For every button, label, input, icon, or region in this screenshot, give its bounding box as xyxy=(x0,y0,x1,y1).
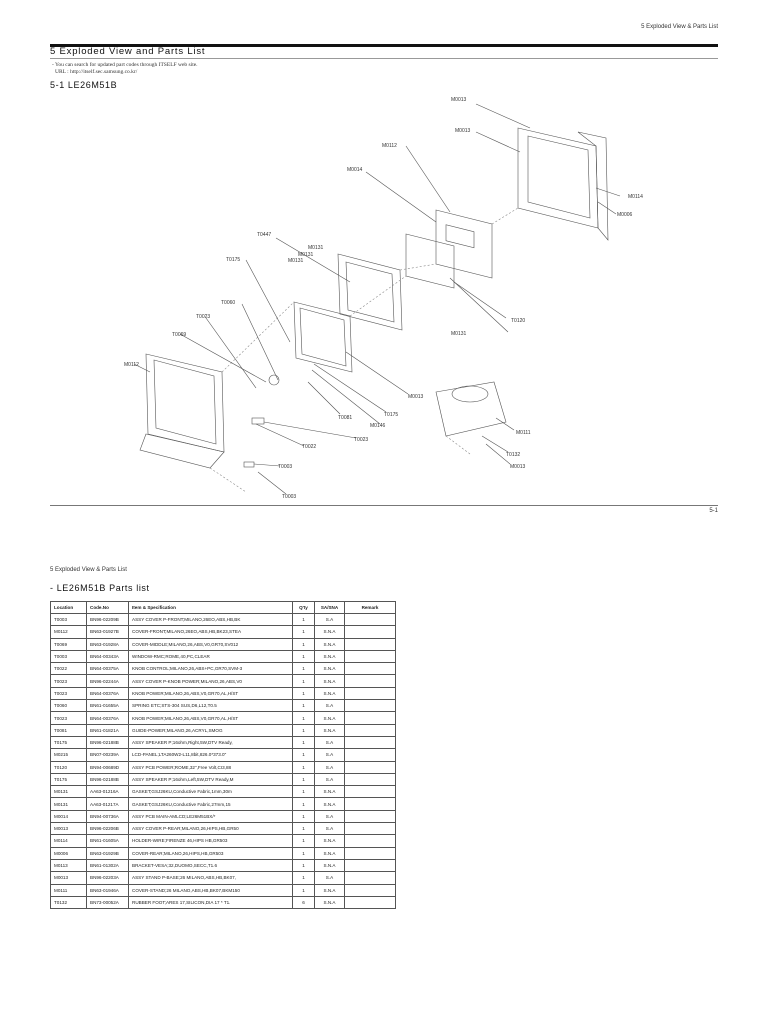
cell-location: T0069 xyxy=(51,638,87,650)
cell-qty: 1 xyxy=(293,798,315,810)
callout-label: M0146 xyxy=(370,423,386,429)
cell-location: T0060 xyxy=(51,700,87,712)
table-row xyxy=(51,823,396,835)
callout-label: T0081 xyxy=(338,415,353,421)
cell-item: COVER-REAR;MILANO,26,HIPS,HB,GR503 xyxy=(129,847,293,859)
cell-code: BN96-02188B xyxy=(87,773,129,785)
cell-item: ASSY PCB POWER;ROME,32",Free Volt,CI3,88 xyxy=(129,761,293,773)
cell-item: ASSY COVER P-KNOB POWER;MILANO,26,ABS,V0 xyxy=(129,675,293,687)
callout-label: T0003 xyxy=(282,494,297,500)
cell-item: LCD-PANEL;LTA260W2-L11,8bit,826.0*373.0" xyxy=(129,749,293,761)
cell-code: BN96-02203A xyxy=(87,872,129,884)
table-row xyxy=(51,773,396,785)
callout-label: T0069 xyxy=(172,332,187,338)
table-row xyxy=(51,810,396,822)
cell-remark xyxy=(345,835,396,847)
cell-location: T0003 xyxy=(51,614,87,626)
column-header: Item & Specification xyxy=(129,602,293,614)
cell-qty: 1 xyxy=(293,626,315,638)
cell-remark xyxy=(345,736,396,748)
cell-item: ASSY SPEAKER P;16ohm,Right,5W,DTV Ready, xyxy=(129,736,293,748)
cell-item: BRACKET-VESA;32,DUOMO,SECC,T1.6 xyxy=(129,859,293,871)
table-row xyxy=(51,712,396,724)
main-pcb-shape xyxy=(436,210,492,278)
callout-label: M0014 xyxy=(347,167,363,173)
callout-label: M0013 xyxy=(455,128,471,134)
cell-item: GUIDE-POWER;MILANO,26,ACRYL,SMOG xyxy=(129,724,293,736)
cell-qty: 1 xyxy=(293,700,315,712)
cell-location: T0175 xyxy=(51,736,87,748)
cell-location: T0003 xyxy=(51,650,87,662)
table-row xyxy=(51,736,396,748)
callout-label: M0013 xyxy=(451,97,467,103)
cell-qty: 1 xyxy=(293,773,315,785)
callout-label: M0006 xyxy=(617,212,633,218)
cell-code: BN96-02209B xyxy=(87,614,129,626)
cell-item: ASSY COVER P-FRONT;MILANO,26EO,ABS,HB,BK xyxy=(129,614,293,626)
note-url: URL : http://itself.sec.samsung.co.kr/ xyxy=(55,69,138,75)
cell-code: BN63-01927B xyxy=(87,626,129,638)
cell-item: WINDOW-RMC;ROME,40,PC,CLEAR xyxy=(129,650,293,662)
cell-location: T0081 xyxy=(51,724,87,736)
callout-label: M0114 xyxy=(628,194,643,200)
cell-item: HOLDER-WIRE;FIRENZE 46,HIPS HB,GR503 xyxy=(129,835,293,847)
cell-remark xyxy=(345,896,396,908)
callout-label: T0022 xyxy=(302,444,317,450)
cell-code: BN73-00052A xyxy=(87,896,129,908)
cell-code: BN94-00689D xyxy=(87,761,129,773)
cell-remark xyxy=(345,614,396,626)
cell-remark xyxy=(345,700,396,712)
cell-item: GASKET;GSJ26KU,Conductive Fabric,27mm,15 xyxy=(129,798,293,810)
table-row xyxy=(51,872,396,884)
cell-sa: S.A xyxy=(315,700,345,712)
table-row xyxy=(51,663,396,675)
cell-location: T0023 xyxy=(51,675,87,687)
cell-remark xyxy=(345,773,396,785)
cell-sa: S.N.A xyxy=(315,835,345,847)
page2-header: 5 Exploded View & Parts List xyxy=(50,567,127,573)
cell-sa: S.N.A xyxy=(315,650,345,662)
cell-location: M0215 xyxy=(51,749,87,761)
cell-location: T0023 xyxy=(51,687,87,699)
column-header: Q'ty xyxy=(293,602,315,614)
cell-remark xyxy=(345,650,396,662)
cell-qty: 1 xyxy=(293,650,315,662)
cell-qty: 1 xyxy=(293,847,315,859)
table-row xyxy=(51,761,396,773)
cell-remark xyxy=(345,712,396,724)
cell-sa: S.N.A xyxy=(315,798,345,810)
cell-qty: 6 xyxy=(293,896,315,908)
cell-location: M0013 xyxy=(51,823,87,835)
cell-remark xyxy=(345,749,396,761)
cell-sa: S.N.A xyxy=(315,626,345,638)
callout-label: M0131 xyxy=(308,245,324,251)
table-row xyxy=(51,749,396,761)
parts-list-title: - LE26M51B Parts list xyxy=(50,583,150,593)
section-title: 5 Exploded View and Parts List xyxy=(50,46,206,57)
power-pcb-shape xyxy=(406,234,454,288)
cell-code: BN63-01929B xyxy=(87,847,129,859)
cell-location: T0022 xyxy=(51,663,87,675)
cell-qty: 1 xyxy=(293,786,315,798)
cell-sa: S.N.A xyxy=(315,687,345,699)
cell-location: M0112 xyxy=(51,626,87,638)
cell-remark xyxy=(345,884,396,896)
cell-location: M0014 xyxy=(51,810,87,822)
note-search: - You can search for updated part codes through ITSELF web site. xyxy=(52,62,198,68)
table-row xyxy=(51,700,396,712)
cell-location: M0131 xyxy=(51,798,87,810)
cell-location: T0023 xyxy=(51,712,87,724)
cell-qty: 1 xyxy=(293,614,315,626)
cell-code: BN96-02206B xyxy=(87,823,129,835)
cell-location: M0013 xyxy=(51,872,87,884)
callout-label: M0112 xyxy=(124,362,139,368)
callout-label: T0023 xyxy=(196,314,211,320)
table-row xyxy=(51,614,396,626)
cell-remark xyxy=(345,663,396,675)
table-row xyxy=(51,847,396,859)
cell-code: BN64-00343A xyxy=(87,650,129,662)
cell-sa: S.N.A xyxy=(315,724,345,736)
cell-sa: S.A xyxy=(315,773,345,785)
cell-location: T0175 xyxy=(51,773,87,785)
cell-remark xyxy=(345,687,396,699)
cell-code: BN07-00239A xyxy=(87,749,129,761)
table-row xyxy=(51,626,396,638)
cell-code: BN96-02188B xyxy=(87,736,129,748)
table-row xyxy=(51,896,396,908)
cell-code: BN61-01655A xyxy=(87,700,129,712)
cell-sa: S.A xyxy=(315,872,345,884)
callout-label: T0003 xyxy=(278,464,293,470)
page-rule xyxy=(50,505,718,506)
page-number: 5-1 xyxy=(709,508,718,514)
cell-sa: S.A xyxy=(315,823,345,835)
cell-qty: 1 xyxy=(293,810,315,822)
cell-location: M0114 xyxy=(51,835,87,847)
callout-label: T0060 xyxy=(221,300,236,306)
cell-sa: S.A xyxy=(315,736,345,748)
running-header: 5 Exploded View & Parts List xyxy=(641,24,718,30)
cell-item: COVER-STAND;26 MILANO,ABS,HB,BK07,BKM150 xyxy=(129,884,293,896)
cell-qty: 1 xyxy=(293,823,315,835)
cell-code: BN63-01928A xyxy=(87,638,129,650)
cell-item: COVER-MIDDLE;MILANO,26,ABS,V0,GR70,SV012 xyxy=(129,638,293,650)
cell-sa: S.N.A xyxy=(315,847,345,859)
cell-remark xyxy=(345,798,396,810)
callout-label: M0131 xyxy=(451,331,467,337)
cell-location: M0111 xyxy=(51,884,87,896)
cell-location: T0132 xyxy=(51,896,87,908)
cell-qty: 1 xyxy=(293,872,315,884)
cell-item: ASSY STAND P-BASE;26 MILANO,ABS,HB,BK07, xyxy=(129,872,293,884)
column-header: Location xyxy=(51,602,87,614)
column-header: SA/SNA xyxy=(315,602,345,614)
table-row xyxy=(51,650,396,662)
cell-sa: S.A xyxy=(315,614,345,626)
cell-remark xyxy=(345,761,396,773)
frame-shape xyxy=(338,254,402,330)
callout-label: T0120 xyxy=(511,318,526,324)
callout-label: T0132 xyxy=(506,452,521,458)
cell-remark xyxy=(345,626,396,638)
callout-label: M0013 xyxy=(510,464,526,470)
model-title: 5-1 LE26M51B xyxy=(50,80,118,90)
cell-sa: S.A xyxy=(315,749,345,761)
cell-remark xyxy=(345,872,396,884)
lcd-panel-shape xyxy=(294,302,352,372)
callout-label: M0131 xyxy=(298,252,314,258)
cell-qty: 1 xyxy=(293,749,315,761)
callout-label: M0131 xyxy=(288,258,304,264)
exploded-view-diagram xyxy=(50,92,718,504)
cell-location: M0131 xyxy=(51,786,87,798)
exploded-view-svg xyxy=(50,92,718,504)
table-header-row xyxy=(51,602,396,614)
table-row xyxy=(51,638,396,650)
table-row xyxy=(51,724,396,736)
cell-code: AA63-01217A xyxy=(87,798,129,810)
cell-code: BN61-01302A xyxy=(87,859,129,871)
callout-label: T0447 xyxy=(257,232,272,238)
cell-location: M0113 xyxy=(51,859,87,871)
cell-remark xyxy=(345,859,396,871)
parts-table xyxy=(50,601,396,909)
callout-label: M0013 xyxy=(408,394,424,400)
table-row xyxy=(51,835,396,847)
cell-code: BN64-00375A xyxy=(87,663,129,675)
cell-item: ASSY PCB MAIN-AMLCD;LE26M51BX/* xyxy=(129,810,293,822)
cell-sa: S.N.A xyxy=(315,638,345,650)
cell-code: BN96-02244A xyxy=(87,675,129,687)
cell-qty: 1 xyxy=(293,859,315,871)
cell-sa: S.N.A xyxy=(315,663,345,675)
cell-item: ASSY SPEAKER P;16ohm,Left,5W,DTV Ready,M xyxy=(129,773,293,785)
cell-item: KNOB POWER;MILANO,26,ABS,V0,GR70,AL,H/ST xyxy=(129,687,293,699)
cell-item: KNOB CONTROL;MILANO,26,ABS+PC,GR70,SVM-3 xyxy=(129,663,293,675)
cell-code: BN94-00736A xyxy=(87,810,129,822)
callout-label: M0112 xyxy=(382,143,397,149)
cell-code: BN64-00376A xyxy=(87,712,129,724)
table-row xyxy=(51,859,396,871)
cell-code: BN61-01821A xyxy=(87,724,129,736)
cell-item: GASKET;GSJ26KU,Conductive Fabric,1mm,30m xyxy=(129,786,293,798)
column-header: Remark xyxy=(345,602,396,614)
callout-label: T0175 xyxy=(384,412,399,418)
cell-code: BN63-01946A xyxy=(87,884,129,896)
diagram-callouts xyxy=(124,97,643,500)
cell-item: RUBBER FOOT;ARES 17,SILICON,DIA 17 * T1. xyxy=(129,896,293,908)
cell-sa: S.N.A xyxy=(315,786,345,798)
cell-sa: S.N.A xyxy=(315,712,345,724)
cell-qty: 1 xyxy=(293,687,315,699)
cell-qty: 1 xyxy=(293,712,315,724)
cell-item: SPRING ETC;STS-304 SUS,D6,L12,T0.5 xyxy=(129,700,293,712)
table-row xyxy=(51,687,396,699)
table-row xyxy=(51,675,396,687)
cell-location: M0006 xyxy=(51,847,87,859)
cell-code: AA63-01216A xyxy=(87,786,129,798)
cell-sa: S.A xyxy=(315,810,345,822)
stand-shape xyxy=(436,382,506,436)
callout-label: T0023 xyxy=(354,437,369,443)
divider xyxy=(50,58,718,59)
cell-remark xyxy=(345,638,396,650)
cell-sa: S.N.A xyxy=(315,675,345,687)
cell-item: ASSY COVER P-REAR;MILANO,26,HIPS,HB,GR50 xyxy=(129,823,293,835)
callout-label: M0111 xyxy=(516,430,531,436)
cell-location: T0120 xyxy=(51,761,87,773)
cell-code: BN61-01605A xyxy=(87,835,129,847)
cell-remark xyxy=(345,847,396,859)
cell-remark xyxy=(345,675,396,687)
callout-label: T0175 xyxy=(226,257,241,263)
front-bezel-shape xyxy=(146,354,224,452)
cell-qty: 1 xyxy=(293,835,315,847)
cell-code: BN64-00376A xyxy=(87,687,129,699)
table-row xyxy=(51,884,396,896)
cell-remark xyxy=(345,724,396,736)
cell-qty: 1 xyxy=(293,724,315,736)
cell-sa: S.N.A xyxy=(315,859,345,871)
cell-qty: 1 xyxy=(293,675,315,687)
cell-qty: 1 xyxy=(293,663,315,675)
cell-qty: 1 xyxy=(293,761,315,773)
cell-remark xyxy=(345,810,396,822)
cell-qty: 1 xyxy=(293,638,315,650)
cell-qty: 1 xyxy=(293,736,315,748)
cell-sa: S.N.A xyxy=(315,896,345,908)
cell-remark xyxy=(345,786,396,798)
table-row xyxy=(51,798,396,810)
cell-item: COVER-FRONT;MILANO,26EO,ABS,HB,BK23,STEA xyxy=(129,626,293,638)
cell-sa: S.N.A xyxy=(315,884,345,896)
cell-item: KNOB POWER;MILANO,26,ABS,V0,GR70,AL,H/ST xyxy=(129,712,293,724)
cell-qty: 1 xyxy=(293,884,315,896)
column-header: Code.No xyxy=(87,602,129,614)
table-row xyxy=(51,786,396,798)
cell-sa: S.A xyxy=(315,761,345,773)
cell-remark xyxy=(345,823,396,835)
